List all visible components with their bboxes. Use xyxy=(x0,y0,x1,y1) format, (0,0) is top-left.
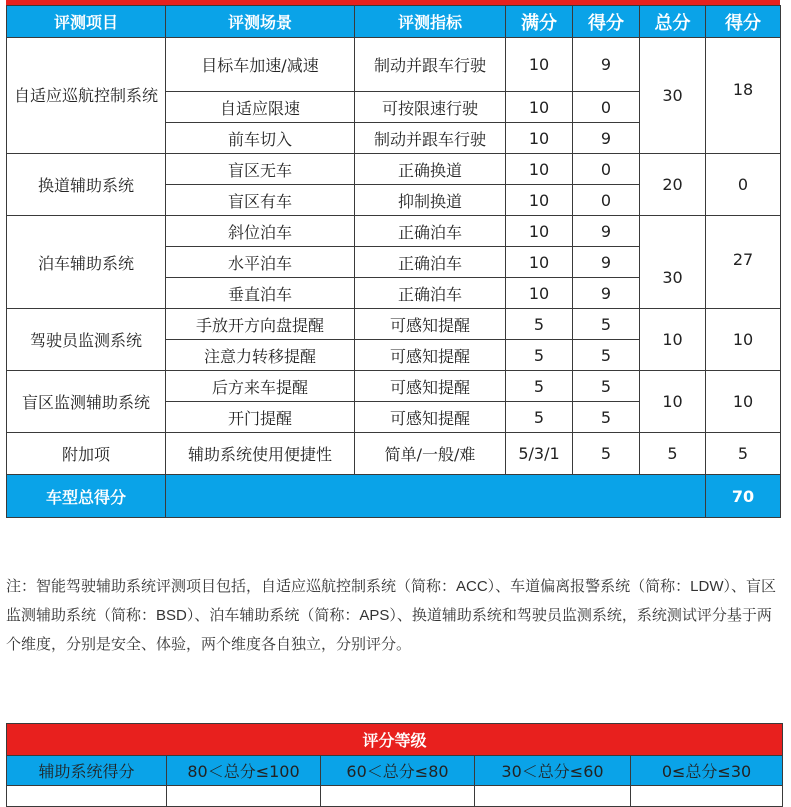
group-total: 30 xyxy=(640,38,706,154)
full-cell: 10 xyxy=(506,123,573,154)
group-score: 0 xyxy=(706,154,781,216)
group-total: 10 xyxy=(640,309,706,371)
scene-cell: 后方来车提醒 xyxy=(166,371,355,402)
got-cell: 5 xyxy=(573,309,640,340)
table-row xyxy=(7,216,781,247)
grade-table xyxy=(6,723,783,807)
got-cell: 5 xyxy=(573,340,640,371)
group-name: 盲区监测辅助系统 xyxy=(7,371,166,433)
scene-cell: 垂直泊车 xyxy=(166,278,355,309)
got-cell: 9 xyxy=(573,247,640,278)
total-score-row xyxy=(7,475,781,518)
metric-cell: 正确泊车 xyxy=(355,216,506,247)
grade-title-row xyxy=(7,724,783,756)
grade-cell xyxy=(167,786,321,807)
scene-cell: 斜位泊车 xyxy=(166,216,355,247)
got-cell: 5 xyxy=(573,433,640,475)
header-got: 得分 xyxy=(573,6,640,38)
header-score: 得分 xyxy=(706,6,781,38)
full-cell: 10 xyxy=(506,92,573,123)
total-score-label: 车型总得分 xyxy=(7,475,166,518)
scene-cell: 水平泊车 xyxy=(166,247,355,278)
metric-cell: 可感知提醒 xyxy=(355,402,506,433)
full-cell: 5/3/1 xyxy=(506,433,573,475)
scene-cell: 自适应限速 xyxy=(166,92,355,123)
full-cell: 10 xyxy=(506,154,573,185)
group-name: 驾驶员监测系统 xyxy=(7,309,166,371)
metric-cell: 制动并跟车行驶 xyxy=(355,123,506,154)
metric-cell: 简单/一般/难 xyxy=(355,433,506,475)
got-cell: 0 xyxy=(573,92,640,123)
total-score-spacer xyxy=(166,475,706,518)
score-table-header xyxy=(7,6,781,38)
group-score: 10 xyxy=(706,309,781,371)
got-cell: 5 xyxy=(573,371,640,402)
grade-range: 60＜总分≤80 xyxy=(321,756,475,786)
got-cell: 9 xyxy=(573,216,640,247)
group-total: 10 xyxy=(640,371,706,433)
grade-range: 0≤总分≤30 xyxy=(631,756,783,786)
full-cell: 10 xyxy=(506,185,573,216)
metric-cell: 可感知提醒 xyxy=(355,371,506,402)
header-item: 评测项目 xyxy=(7,6,166,38)
grade-cell xyxy=(7,786,167,807)
scene-cell: 盲区无车 xyxy=(166,154,355,185)
header-full: 满分 xyxy=(506,6,573,38)
table-row xyxy=(7,38,781,92)
table-row xyxy=(7,371,781,402)
scene-cell: 盲区有车 xyxy=(166,185,355,216)
scene-cell: 前车切入 xyxy=(166,123,355,154)
header-metric: 评测指标 xyxy=(355,6,506,38)
scene-cell: 手放开方向盘提醒 xyxy=(166,309,355,340)
full-cell: 10 xyxy=(506,247,573,278)
grade-row-label: 辅助系统得分 xyxy=(7,756,167,786)
full-cell: 5 xyxy=(506,402,573,433)
metric-cell: 正确换道 xyxy=(355,154,506,185)
scene-cell: 辅助系统使用便捷性 xyxy=(166,433,355,475)
group-score: 27 xyxy=(706,216,781,309)
full-cell: 10 xyxy=(506,216,573,247)
grade-cell xyxy=(631,786,783,807)
full-cell: 5 xyxy=(506,340,573,371)
metric-cell: 可感知提醒 xyxy=(355,309,506,340)
group-total: 5 xyxy=(640,433,706,475)
table-row xyxy=(7,309,781,340)
metric-cell: 制动并跟车行驶 xyxy=(355,38,506,92)
metric-cell: 抑制换道 xyxy=(355,185,506,216)
group-name: 自适应巡航控制系统 xyxy=(7,38,166,154)
grade-cell xyxy=(321,786,475,807)
got-cell: 0 xyxy=(573,185,640,216)
metric-cell: 正确泊车 xyxy=(355,247,506,278)
header-total: 总分 xyxy=(640,6,706,38)
got-cell: 9 xyxy=(573,123,640,154)
total-score-value: 70 xyxy=(706,475,781,518)
scene-cell: 开门提醒 xyxy=(166,402,355,433)
group-total: 20 xyxy=(640,154,706,216)
group-name: 附加项 xyxy=(7,433,166,475)
group-name: 泊车辅助系统 xyxy=(7,216,166,309)
group-score: 10 xyxy=(706,371,781,433)
got-cell: 0 xyxy=(573,154,640,185)
got-cell: 9 xyxy=(573,38,640,92)
full-cell: 10 xyxy=(506,278,573,309)
group-score: 18 xyxy=(706,38,781,154)
scene-cell: 目标车加速/减速 xyxy=(166,38,355,92)
table-row xyxy=(7,433,781,475)
group-total: 30 xyxy=(640,216,706,309)
grade-range: 30＜总分≤60 xyxy=(475,756,631,786)
full-cell: 5 xyxy=(506,371,573,402)
scene-cell: 注意力转移提醒 xyxy=(166,340,355,371)
grade-range: 80＜总分≤100 xyxy=(167,756,321,786)
group-name: 换道辅助系统 xyxy=(7,154,166,216)
metric-cell: 可感知提醒 xyxy=(355,340,506,371)
score-table xyxy=(6,5,781,518)
metric-cell: 正确泊车 xyxy=(355,278,506,309)
header-scene: 评测场景 xyxy=(166,6,355,38)
grade-level-row xyxy=(7,786,783,807)
grade-range-row xyxy=(7,756,783,786)
table-row xyxy=(7,154,781,185)
metric-cell: 可按限速行驶 xyxy=(355,92,506,123)
grade-cell xyxy=(475,786,631,807)
got-cell: 9 xyxy=(573,278,640,309)
full-cell: 5 xyxy=(506,309,573,340)
full-cell: 10 xyxy=(506,38,573,92)
grade-title: 评分等级 xyxy=(7,724,783,756)
note-paragraph: 注：智能驾驶辅助系统评测项目包括，自适应巡航控制系统（简称：ACC）、车道偏离报警系统（简称：LDW）、盲区监测辅助系统（简称：BSD）、泊车辅助系统（简称：APS）、换道辅助系统和驾驶员监测系统，系统测试评分基于两个维度，分别是安全、体验，两个维度各自独立，分别评分。 xyxy=(6,578,777,653)
got-cell: 5 xyxy=(573,402,640,433)
group-score: 5 xyxy=(706,433,781,475)
